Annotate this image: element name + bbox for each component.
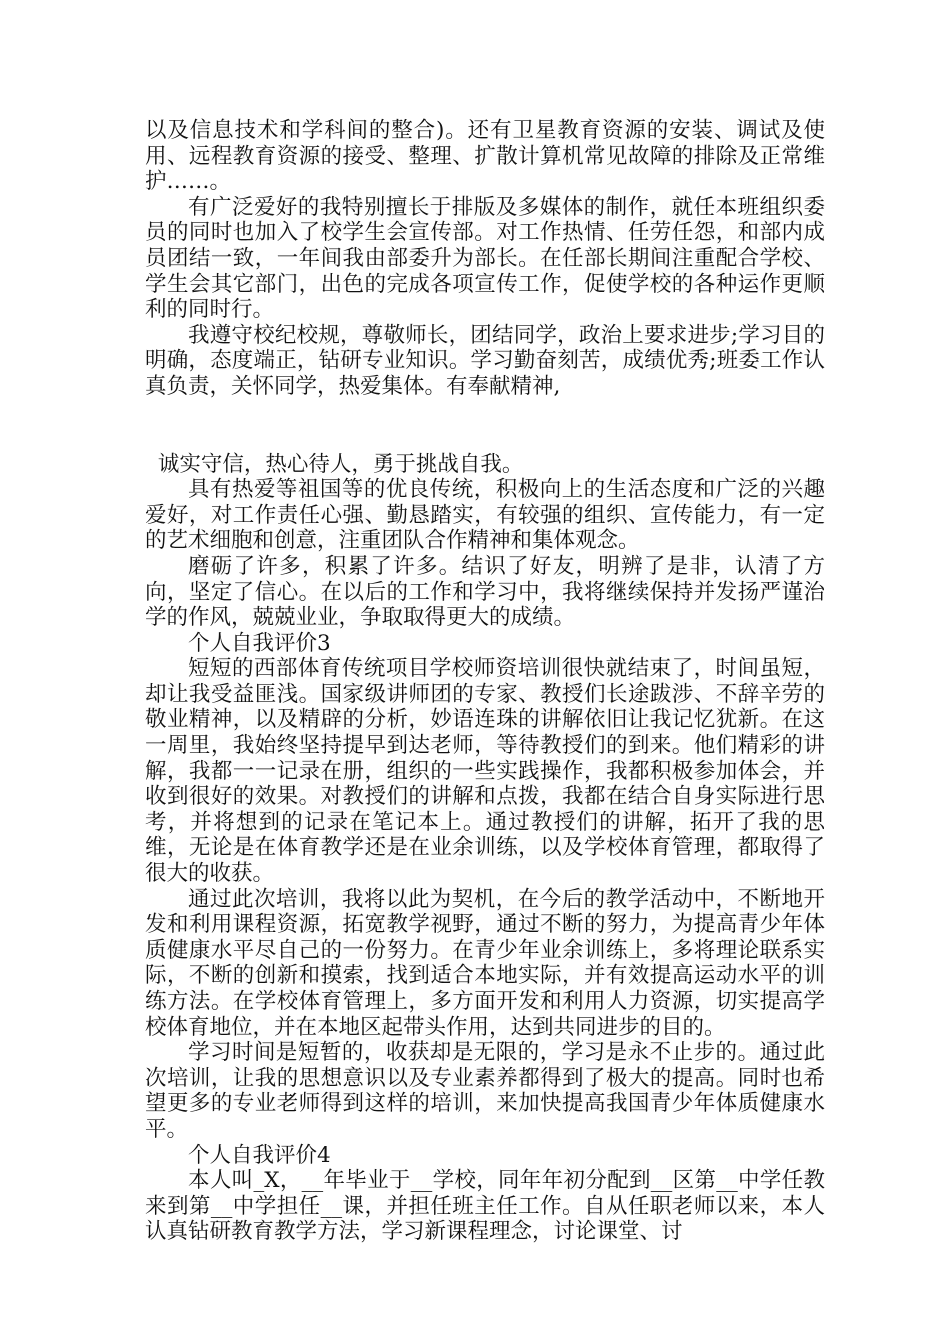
paragraph-2: 有广泛爱好的我特别擅长于排版及多媒体的制作，就任本班组织委员的同时也加入了校学生会宣传部。对工作热情、任劳任怨，和部内成员团结一致，一年间我由部委升为部长。在任部长期间注重配合学校、学生会其它部门，出色的完成各项宣传工作，促使学校的各种运作更顺利的同时行。 (145, 194, 825, 323)
paragraph-1: 以及信息技术和学科间的整合)。还有卫星教育资源的安装、调试及使用、远程教育资源的接受、整理、扩散计算机常见故障的排除及正常维护……。 (145, 118, 825, 195)
section-heading-3: 个人自我评价3 (188, 630, 331, 656)
paragraph-4: 诚实守信，热心待人，勇于挑战自我。 (157, 451, 524, 477)
paragraph-3: 我遵守校纪校规，尊敬师长，团结同学，政治上要求进步;学习目的明确，态度端正，钻研专业知识。学习勤奋刻苦，成绩优秀;班委工作认真负责，关怀同学，热爱集体。有奉献精神, (145, 322, 825, 399)
paragraph-12: 本人叫_X，__年毕业于__学校，同年年初分配到__区第__中学任教来到第__中学担任__课，并担任班主任工作。自从任职老师以来，本人认真钻研教育教学方法，学习新课程理念，讨论课堂、讨 (145, 1168, 825, 1245)
paragraph-9: 通过此次培训，我将以此为契机，在今后的教学活动中，不断地开发和利用课程资源，拓宽教学视野，通过不断的努力，为提高青少年体质健康水平尽自己的一份努力。在青少年业余训练上，多将理论联系实际，不断的创新和摸索，找到适合本地实际，并有效提高运动水平的训练方法。在学校体育管理上，多方面开发和利用人力资源，切实提高学校体育地位，并在本地区起带头作用，达到共同进步的目的。 (145, 886, 825, 1040)
paragraph-8: 短短的西部体育传统项目学校师资培训很快就结束了，时间虽短，却让我受益匪浅。国家级讲师团的专家、教授们长途跋涉、不辞辛劳的敬业精神，以及精辟的分析，妙语连珠的讲解依旧让我记忆犹新。在这一周里，我始终坚持提早到达老师，等待教授们的到来。他们精彩的讲解，我都一一记录在册，组织的一些实践操作，我都积极参加体会，并收到很好的效果。对教授们的讲解和点拨，我都在结合自身实际进行思考，并将想到的记录在笔记本上。通过教授们的讲解，拓开了我的思维，无论是在体育教学还是在业余训练，以及学校体育管理，都取得了很大的收获。 (145, 656, 825, 887)
section-heading-4: 个人自我评价4 (188, 1142, 331, 1168)
document-page (145, 118, 825, 1245)
page-gap (145, 400, 825, 452)
paragraph-6: 磨砺了许多，积累了许多。结识了好友，明辨了是非，认清了方向，坚定了信心。在以后的工作和学习中，我将继续保持并发扬严谨治学的作风，兢兢业业，争取取得更大的成绩。 (145, 553, 825, 631)
paragraph-10: 学习时间是短暂的，收获却是无限的，学习是永不止步的。通过此次培训，让我的思想意识以及专业素养都得到了极大的提高。同时也希望更多的专业老师得到这样的培训，来加快提高我国青少年体质健康水平。 (145, 1040, 825, 1142)
paragraph-5: 具有热爱等祖国等的优良传统，积极向上的生活态度和广泛的兴趣爱好，对工作责任心强、勤恳踏实，有较强的组织、宣传能力，有一定的艺术细胞和创意，注重团队合作精神和集体观念。 (145, 477, 825, 554)
